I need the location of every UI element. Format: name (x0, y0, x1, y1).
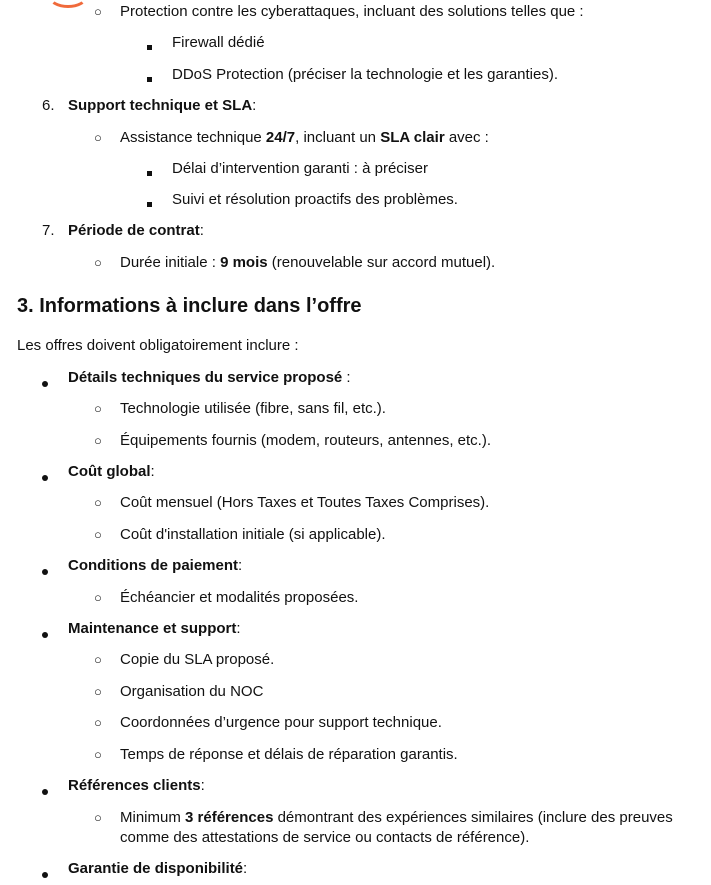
list-number: 6. (42, 97, 55, 114)
dot-bullet-icon (42, 468, 48, 486)
list-item: Suivi et résolution proactifs des problèmes. (172, 191, 458, 208)
circle-bullet-icon: ○ (94, 684, 102, 699)
section-heading: 3. Informations à inclure dans l’offre (17, 295, 362, 317)
bullet-item: Conditions de paiement: (68, 557, 243, 574)
decorative-arc (48, 0, 88, 8)
list-item: Équipements fournis (modem, routeurs, antennes, etc.). (120, 432, 492, 449)
list-item-continuation: comme des attestations de service ou contacts de référence). (120, 829, 530, 846)
item-title: Support technique et SLA (68, 97, 253, 114)
list-item: Copie du SLA proposé. (120, 651, 275, 668)
list-item: Organisation du NOC (120, 683, 264, 700)
list-item: Durée initiale : 9 mois (renouvelable sur accord mutuel). (120, 254, 496, 271)
list-item: Coordonnées d’urgence pour support technique. (120, 714, 442, 731)
circle-bullet-icon: ○ (94, 4, 102, 19)
circle-bullet-icon: ○ (94, 590, 102, 605)
bullet-item: Détails techniques du service proposé : (68, 369, 351, 386)
list-item: Échéancier et modalités proposées. (120, 589, 359, 606)
intro-paragraph: Les offres doivent obligatoirement inclure : (17, 337, 299, 354)
list-item: Temps de réponse et délais de réparation garantis. (120, 746, 458, 763)
bullet-item: Garantie de disponibilité: (68, 860, 248, 877)
list-item: Coût d'installation initiale (si applicable). (120, 526, 386, 543)
bullet-item: Maintenance et support: (68, 620, 241, 637)
list-number: 7. (42, 222, 55, 239)
dot-bullet-icon (42, 782, 48, 800)
bullet-item: Coût global: (68, 463, 155, 480)
list-item: Assistance technique 24/7, incluant un SLA clair avec : (120, 129, 489, 146)
circle-bullet-icon: ○ (94, 433, 102, 448)
square-bullet-icon (147, 163, 152, 181)
circle-bullet-icon: ○ (94, 495, 102, 510)
square-bullet-icon (147, 194, 152, 212)
list-item: Technologie utilisée (fibre, sans fil, etc.). (120, 400, 386, 417)
circle-bullet-icon: ○ (94, 527, 102, 542)
numbered-item: Période de contrat: (68, 222, 204, 239)
list-item: Minimum 3 références démontrant des expériences similaires (inclure des preuves (120, 809, 673, 826)
square-bullet-icon (147, 37, 152, 55)
numbered-item: Support technique et SLA: (68, 97, 257, 114)
circle-bullet-icon: ○ (94, 401, 102, 416)
list-item: DDoS Protection (préciser la technologie et les garanties). (172, 66, 559, 83)
circle-bullet-icon: ○ (94, 810, 102, 825)
dot-bullet-icon (42, 562, 48, 580)
circle-bullet-icon: ○ (94, 747, 102, 762)
dot-bullet-icon (42, 865, 48, 883)
circle-bullet-icon: ○ (94, 652, 102, 667)
circle-bullet-icon: ○ (94, 130, 102, 145)
circle-bullet-icon: ○ (94, 715, 102, 730)
list-item: Protection contre les cyberattaques, incluant des solutions telles que : (120, 3, 584, 20)
circle-bullet-icon: ○ (94, 255, 102, 270)
bullet-item: Références clients: (68, 777, 205, 794)
list-item: Firewall dédié (172, 34, 265, 51)
list-item: Coût mensuel (Hors Taxes et Toutes Taxes Comprises). (120, 494, 490, 511)
square-bullet-icon (147, 69, 152, 87)
dot-bullet-icon (42, 625, 48, 643)
dot-bullet-icon (42, 374, 48, 392)
list-item: Délai d’intervention garanti : à préciser (172, 160, 428, 177)
